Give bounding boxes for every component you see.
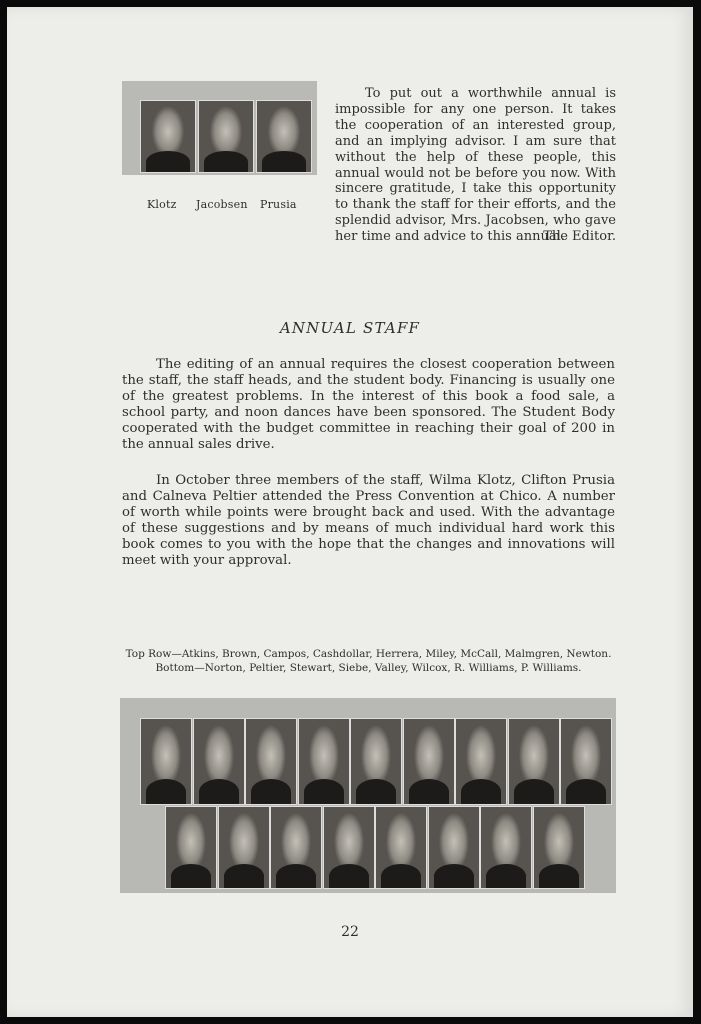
staff-portrait [323,806,375,889]
editor-note-text: To put out a worthwhile annual is impossible for any one person. It takes the cooperation of an interested group, and an implying advisor. I am sure that without the help of these people, this annual would not be before you now. With sincere gratitude, I take this opportunity to thank the staff for their efforts, and the splendid advisor, Mrs. Jacobsen, who gave her time and advice to this annual. [335,86,616,245]
editor-signature: The Editor. [543,229,616,245]
staff-portrait [428,806,480,889]
staff-portrait [218,806,270,889]
page-number: 22 [341,924,359,940]
staff-portrait [140,718,192,805]
staff-portrait [455,718,507,805]
name-prusia: Prusia [260,198,297,211]
staff-portrait [375,806,427,889]
staff-portrait [508,718,560,805]
portrait-jacobsen [198,100,254,173]
yearbook-page [7,7,693,1017]
staff-paragraph-2: In October three members of the staff, Wilma Klotz, Clifton Prusia and Calneva Peltier attended the Press Convention at Chico. A number of worth while points were brought back and used. With the advantage of these suggestions and by means of much individual hard work this book comes to you with the hope that the changes and innovations will meet with your approval. [122,473,615,569]
staff-paragraph-1: The editing of an annual requires the closest cooperation between the staff, the staff heads, and the student body. Financing is usually one of the greatest problems. In the interest of this book a food sale, a school party, and noon dances have been sponsored. The Student Body cooperated with the budget committee in reaching their goal of 200 in the annual sales drive. [122,357,615,453]
section-title: ANNUAL STAFF [279,319,421,337]
portrait-klotz [140,100,196,173]
staff-portrait [350,718,402,805]
staff-portrait [403,718,455,805]
staff-portrait [270,806,322,889]
editor-note [335,86,616,245]
name-jacobsen: Jacobsen [196,198,248,211]
staff-portrait [245,718,297,805]
name-klotz: Klotz [147,198,177,211]
editor-staff-photo-strip [122,81,317,175]
staff-portrait [480,806,532,889]
staff-group-photo [120,698,616,893]
group-photo-caption: Top Row—Atkins, Brown, Campos, Cashdollar, Herrera, Miley, McCall, Malmgren, Newton. Bottom—Norton, Peltier, Stewart, Siebe, Valley, Wilcox, R. Williams, P. Williams. [125,648,612,674]
staff-portrait [533,806,585,889]
staff-portrait [560,718,612,805]
portrait-prusia [256,100,312,173]
staff-portrait [298,718,350,805]
staff-portrait [193,718,245,805]
staff-portrait [165,806,217,889]
